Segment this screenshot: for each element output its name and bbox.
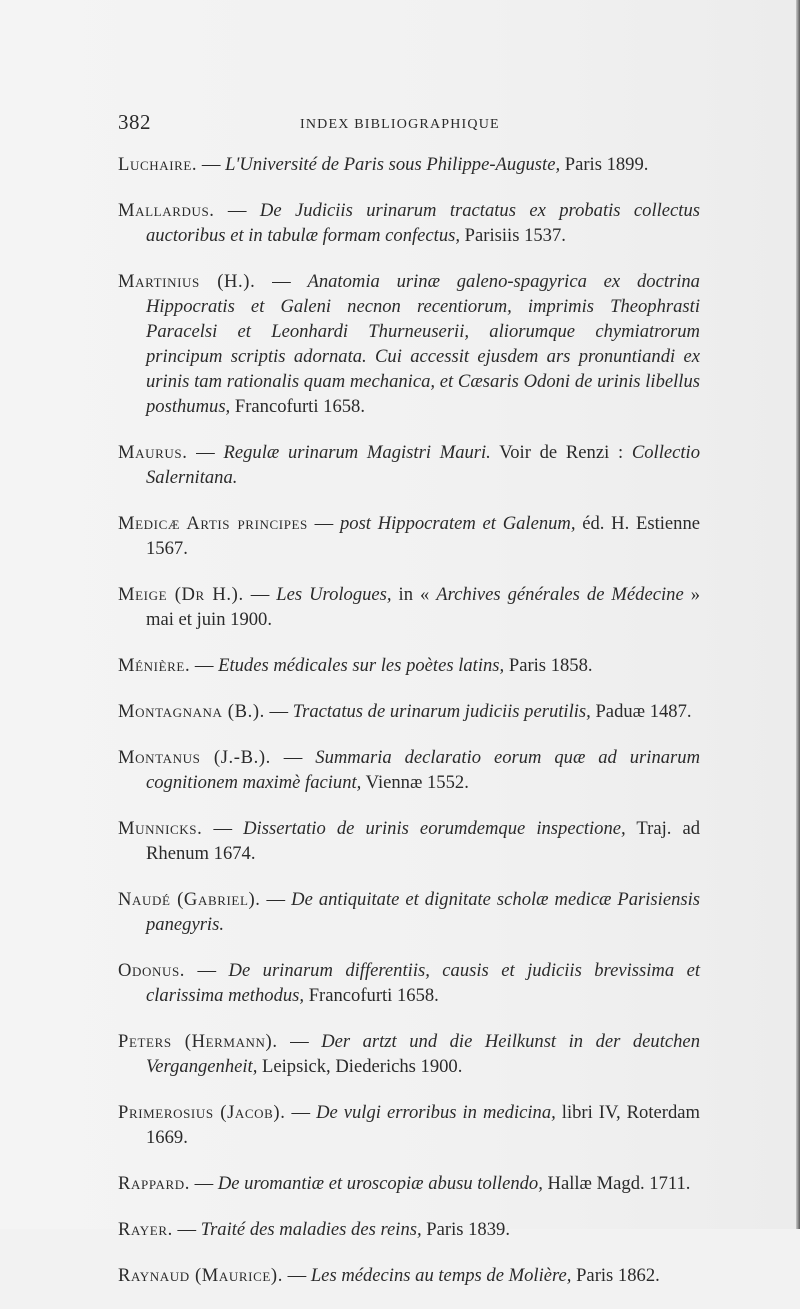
entry-title: Archives générales de Médecine — [436, 584, 684, 605]
entry-publication: Francofurti 1658. — [234, 396, 365, 417]
entry-title: De antiquitate et dignitate scholæ medicæ Parisiensis panegyris. — [146, 889, 701, 935]
entry-author: Maurus. — [118, 442, 188, 463]
entry-publication: Traj. ad Rhenum 1674. — [146, 818, 701, 864]
bibliography-list — [118, 152, 700, 1309]
entry-publication: libri IV, Roterdam 1669. — [146, 1102, 700, 1148]
bibliography-entry: Meige (Dr H.). — Les Urologues, in « Archives générales de Médecine » mai et juin 1900. — [118, 584, 700, 630]
entry-author: Meige (Dr H.). — [118, 584, 244, 605]
bibliography-entry: Luchaire. — L'Université de Paris sous Philippe-Auguste, Paris 1899. — [118, 154, 649, 175]
entry-author: Raynaud (Maurice). — [118, 1265, 283, 1286]
bibliography-entry: Rappard. — De uromantiæ et uroscopiæ abusu tollendo, Hallæ Magd. 1711. — [118, 1173, 691, 1194]
entry-publication: Voir de Renzi : — [499, 442, 632, 463]
entry-title: De vulgi erroribus in medicina, — [316, 1102, 556, 1123]
entry-title: De Judiciis urinarum tractatus ex probatis collectus auctoribus et in tabulæ formam confectus, — [146, 200, 700, 246]
entry-title: Les médecins au temps de Molière, — [310, 1265, 572, 1286]
entry-publication: Parisiis 1537. — [464, 225, 566, 246]
entry-publication: Paris 1862. — [576, 1265, 660, 1286]
entry-publication: Paris 1839. — [426, 1219, 510, 1240]
entry-author: Odonus. — [118, 960, 186, 981]
entry-title: Anatomia urinæ galeno-spagyrica ex doctrina Hippocratis et Galeni necnon recentiorum, imprimis Theophrasti Paracelsi et Leonhardi Thurneuserii, aliorumque chymiatrorum principum scriptis adornata. Cui accessit ejusdem ars pronuntiandi ex urinis tam rationalis quam mechanica, et Cæsaris Odoni de urinis libellus posthumus, — [146, 271, 700, 417]
entry-publication: in « — [398, 584, 437, 605]
entry-publication: » mai et juin 1900. — [146, 584, 700, 630]
bibliography-entry: Naudé (Gabriel). — De antiquitate et dignitate scholæ medicæ Parisiensis panegyris. — [118, 889, 701, 935]
bibliography-entry: Martinius (H.). — Anatomia urinæ galeno-spagyrica ex doctrina Hippocratis et Galeni necnon recentiorum, imprimis Theophrasti Paracelsi et Leonhardi Thurneuserii, aliorumque chymiatrorum principum scriptis adornata. Cui accessit ejusdem ars pronuntiandi ex urinis tam rationalis quam mechanica, et Cæsaris Odoni de urinis libellus posthumus, Francofurti 1658. — [118, 271, 700, 417]
page-header — [118, 110, 700, 140]
entry-publication: Hallæ Magd. 1711. — [547, 1173, 691, 1194]
bibliography-entry: Raynaud (Maurice). — Les médecins au temps de Molière, Paris 1862. — [118, 1265, 660, 1286]
entry-author: Peters (Hermann). — [118, 1031, 278, 1052]
entry-title: Traité des maladies des reins, — [200, 1219, 422, 1240]
page-edge — [796, 0, 800, 1229]
entry-author: Ménière. — [118, 655, 191, 676]
entry-author: Primerosius (Jacob). — [118, 1102, 286, 1123]
bibliography-entry: Odonus. — De urinarum differentiis, causis et judiciis brevissima et clarissima methodus, Francofurti 1658. — [118, 960, 700, 1006]
entry-publication: Francofurti 1658. — [308, 985, 439, 1006]
entry-publication: éd. H. Estienne 1567. — [146, 513, 701, 559]
entry-title: De uromantiæ et uroscopiæ abusu tollendo, — [217, 1173, 543, 1194]
entry-author: Naudé (Gabriel). — [118, 889, 261, 910]
entry-title: Collectio Salernitana. — [146, 442, 701, 488]
entry-author: Mallardus. — [118, 200, 215, 221]
page-number: 382 — [118, 110, 151, 134]
entry-title: Regulæ urinarum Magistri Mauri. — [223, 442, 491, 463]
entry-title: De urinarum differentiis, causis et judiciis brevissima et clarissima methodus, — [146, 960, 700, 1006]
entry-title: Summaria declaratio eorum quæ ad urinarum cognitionem maximè faciunt, — [146, 747, 701, 793]
entry-publication: Paris 1858. — [508, 655, 593, 676]
bibliography-entry: Montanus (J.-B.). — Summaria declaratio eorum quæ ad urinarum cognitionem maximè faciunt, Viennæ 1552. — [118, 747, 701, 793]
entry-author: Montanus (J.-B.). — [118, 747, 271, 768]
bibliography-entry: Montagnana (B.). — Tractatus de urinarum judiciis perutilis, Paduæ 1487. — [118, 701, 692, 722]
bibliography-entry: Medicæ Artis principes — post Hippocratem et Galenum, éd. H. Estienne 1567. — [118, 513, 701, 559]
entry-title: Dissertatio de urinis eorumdemque inspectione, — [243, 818, 626, 839]
bibliography-entry: Ménière. — Etudes médicales sur les poètes latins, Paris 1858. — [118, 655, 593, 676]
entry-publication: Paris 1899. — [564, 154, 649, 175]
entry-title: L'Université de Paris sous Philippe-Auguste, — [225, 154, 561, 175]
entry-author: Rayer. — [118, 1219, 173, 1240]
running-head: INDEX BIBLIOGRAPHIQUE — [300, 117, 500, 132]
entry-author: Luchaire. — [118, 154, 198, 175]
entry-author: Medicæ Artis principes — [118, 513, 308, 534]
bibliography-entry: Maurus. — Regulæ urinarum Magistri Mauri. Voir de Renzi : Collectio Salernitana. — [118, 442, 701, 488]
bibliography-entry: Mallardus. — De Judiciis urinarum tractatus ex probatis collectus auctoribus et in tabulæ formam confectus, Parisiis 1537. — [118, 200, 700, 246]
entry-author: Montagnana (B.). — [118, 701, 265, 722]
bibliography-entry: Primerosius (Jacob). — De vulgi erroribus in medicina, libri IV, Roterdam 1669. — [118, 1102, 700, 1148]
entry-publication: Viennæ 1552. — [365, 772, 469, 793]
entry-title: Der artzt und die Heilkunst in der deutchen Vergangenheit, — [146, 1031, 700, 1077]
entry-title: Etudes médicales sur les poètes latins, — [218, 655, 505, 676]
entry-title: Tractatus de urinarum judiciis perutilis, — [292, 701, 591, 722]
entry-title: Les Urologues, — [276, 584, 392, 605]
bibliography-entry: Rayer. — Traité des maladies des reins, Paris 1839. — [118, 1219, 510, 1240]
entry-author: Rappard. — [118, 1173, 190, 1194]
entry-author: Munnicks. — [118, 818, 203, 839]
entry-publication: Paduæ 1487. — [595, 701, 692, 722]
bibliography-entry: Peters (Hermann). — Der artzt und die Heilkunst in der deutchen Vergangenheit, Leipsick, Diederichs 1900. — [118, 1031, 700, 1077]
entry-title: post Hippocratem et Galenum, — [339, 513, 576, 534]
bibliography-entry: Munnicks. — Dissertatio de urinis eorumdemque inspectione, Traj. ad Rhenum 1674. — [118, 818, 701, 864]
entry-publication: Leipsick, Diederichs 1900. — [262, 1056, 463, 1077]
entry-author: Martinius (H.). — [118, 271, 256, 292]
